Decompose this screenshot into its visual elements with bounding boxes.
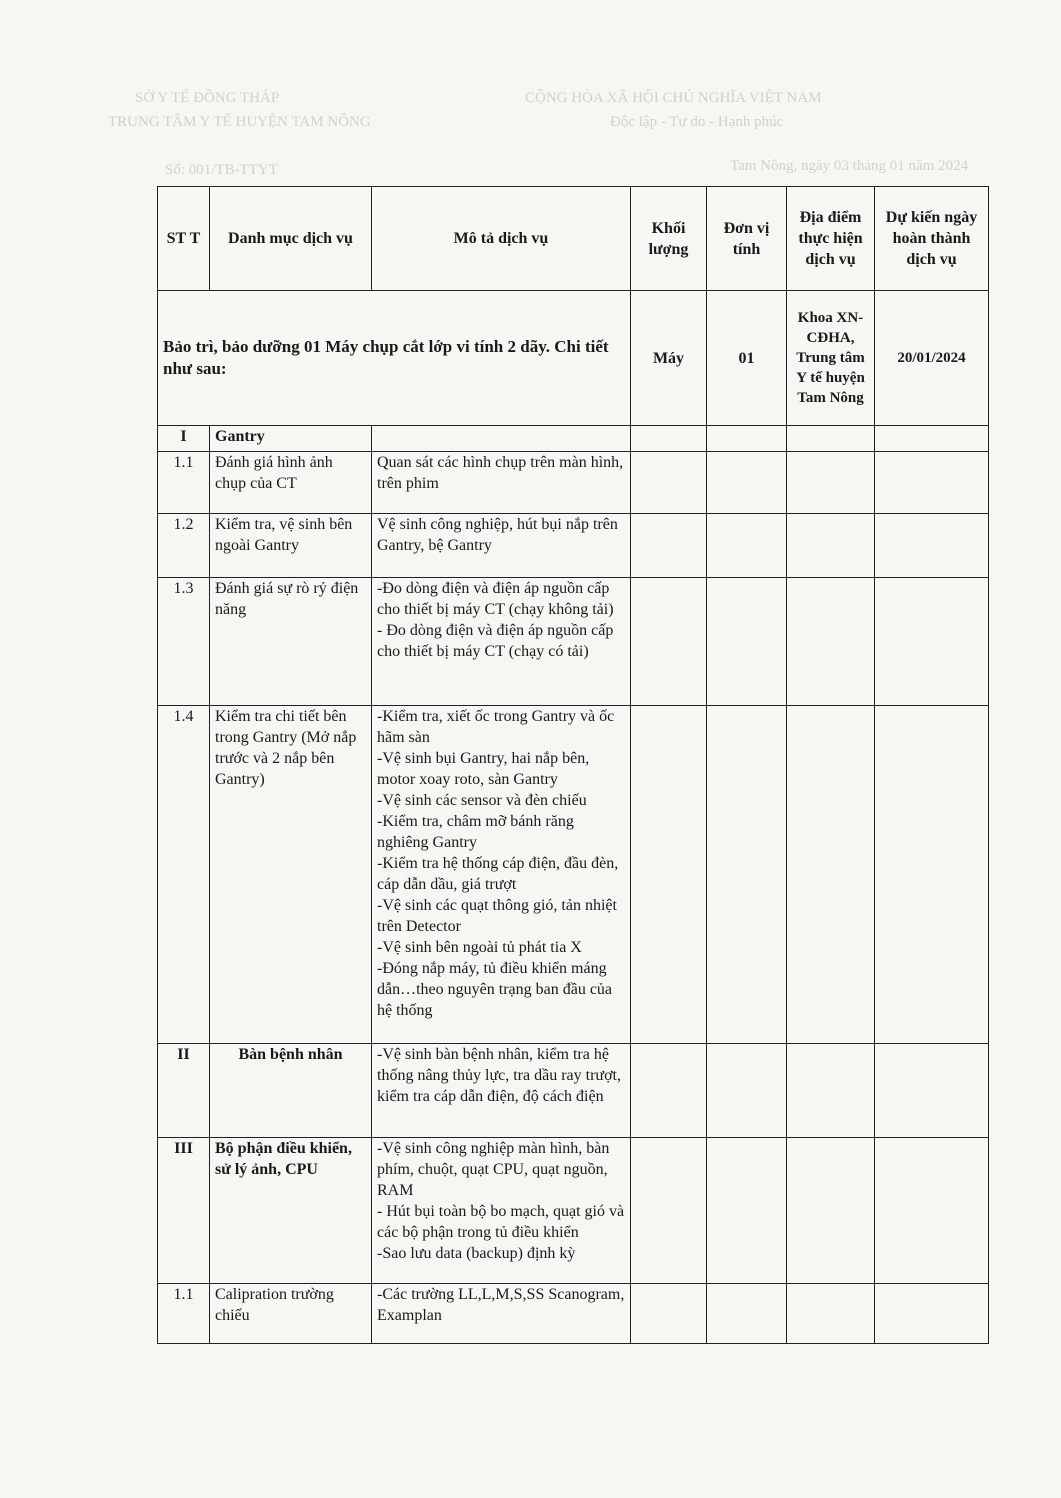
header-location: Địa điểm thực hiện dịch vụ (787, 187, 875, 291)
ghost-left-header-1: SỞ Y TẾ ĐỒNG THÁP (135, 90, 280, 106)
empty-cell (875, 578, 989, 706)
ghost-doc-number: Số: 001/TB-TTYT (165, 162, 278, 178)
empty-cell (787, 1044, 875, 1138)
summary-completion: 20/01/2024 (875, 291, 989, 426)
empty-cell (631, 426, 707, 452)
row-description (372, 578, 631, 706)
row-description (372, 514, 631, 578)
ghost-right-header-2: Độc lập - Tự do - Hạnh phúc (610, 114, 784, 130)
empty-cell (707, 1044, 787, 1138)
description-line: -Sao lưu data (backup) định kỳ (377, 1245, 576, 1262)
row-description (372, 706, 631, 1044)
empty-cell (631, 1284, 707, 1344)
service-table (157, 186, 989, 1344)
description-line: -Vệ sinh các quạt thông gió, tản nhiệt trên Detector (377, 897, 617, 935)
empty-cell (875, 706, 989, 1044)
description-line: -Vệ sinh bàn bệnh nhân, kiểm tra hệ thống nâng thủy lực, tra dầu ray trượt, kiểm tra cáp dẫn điện, độ cách điện (377, 1046, 621, 1105)
row-description (372, 426, 631, 452)
empty-cell (787, 452, 875, 514)
empty-cell (707, 426, 787, 452)
row-category: Bộ phận điều khiển, sử lý ảnh, CPU (210, 1138, 372, 1284)
empty-cell (631, 1138, 707, 1284)
table-row (158, 706, 989, 1044)
empty-cell (875, 514, 989, 578)
row-category: Đánh giá sự rò rỷ điện năng (210, 578, 372, 706)
empty-cell (631, 514, 707, 578)
table-row (158, 1138, 989, 1284)
empty-cell (707, 452, 787, 514)
summary-title: Bảo trì, bảo dưỡng 01 Máy chụp cắt lớp vi tính 2 dãy. Chi tiết như sau: (158, 291, 631, 426)
row-category: Bàn bệnh nhân (210, 1044, 372, 1138)
ghost-right-header-1: CỘNG HÒA XÃ HỘI CHỦ NGHĨA VIỆT NAM (525, 90, 822, 106)
row-stt: 1.3 (158, 578, 210, 706)
summary-quantity: Máy (631, 291, 707, 426)
empty-cell (875, 1284, 989, 1344)
table-row (158, 1284, 989, 1344)
header-stt: ST T (158, 187, 210, 291)
description-line: -Kiểm tra, châm mỡ bánh răng nghiêng Gantry (377, 813, 574, 851)
row-stt: I (158, 426, 210, 452)
ghost-left-header-2: TRUNG TÂM Y TẾ HUYỆN TAM NÔNG (108, 114, 371, 130)
row-stt: 1.1 (158, 1284, 210, 1344)
empty-cell (875, 426, 989, 452)
empty-cell (787, 514, 875, 578)
row-description (372, 1044, 631, 1138)
row-category: Đánh giá hình ảnh chụp của CT (210, 452, 372, 514)
empty-cell (631, 452, 707, 514)
description-line: -Kiểm tra, xiết ốc trong Gantry và ốc hãm sàn (377, 708, 615, 746)
description-line: -Đo dòng điện và điện áp nguồn cấp cho thiết bị máy CT (chạy không tải) (377, 580, 614, 618)
empty-cell (875, 1138, 989, 1284)
empty-cell (787, 1138, 875, 1284)
row-stt: 1.4 (158, 706, 210, 1044)
empty-cell (707, 706, 787, 1044)
header-quantity: Khối lượng (631, 187, 707, 291)
row-description (372, 452, 631, 514)
empty-cell (707, 514, 787, 578)
empty-cell (631, 578, 707, 706)
empty-cell (787, 1284, 875, 1344)
row-stt: III (158, 1138, 210, 1284)
description-line: -Đóng nắp máy, tủ điều khiển máng dẫn…theo nguyên trạng ban đầu của hệ thống (377, 960, 613, 1019)
summary-location: Khoa XN-CĐHA, Trung tâm Y tế huyện Tam Nông (787, 291, 875, 426)
row-description (372, 1284, 631, 1344)
empty-cell (787, 706, 875, 1044)
description-line: - Hút bụi toàn bộ bo mạch, quạt gió và các bộ phận trong tủ điều khiển (377, 1203, 625, 1241)
empty-cell (631, 706, 707, 1044)
empty-cell (787, 578, 875, 706)
empty-cell (875, 452, 989, 514)
row-category: Kiểm tra, vệ sinh bên ngoài Gantry (210, 514, 372, 578)
description-line: -Kiểm tra hệ thống cáp điện, đầu đèn, cáp dẫn dầu, giá trượt (377, 855, 619, 893)
row-stt: 1.1 (158, 452, 210, 514)
table-row (158, 426, 989, 452)
description-line: -Vệ sinh công nghiệp màn hình, bàn phím, chuột, quạt CPU, quạt nguồn, RAM (377, 1140, 610, 1199)
row-stt: II (158, 1044, 210, 1138)
header-category: Danh mục dịch vụ (210, 187, 372, 291)
empty-cell (787, 426, 875, 452)
summary-row (158, 291, 989, 426)
header-unit: Đơn vị tính (707, 187, 787, 291)
table-row (158, 578, 989, 706)
description-line: Quan sát các hình chụp trên màn hình, trên phim (377, 454, 624, 492)
description-line: - Đo dòng điện và điện áp nguồn cấp cho thiết bị máy CT (chạy có tải) (377, 622, 614, 660)
description-line: -Các trường LL,L,M,S,SS Scanogram, Examplan (377, 1286, 625, 1324)
summary-unit: 01 (707, 291, 787, 426)
description-line: -Vệ sinh các sensor và đèn chiếu (377, 792, 587, 809)
table-row (158, 1044, 989, 1138)
header-row (158, 187, 989, 291)
row-description (372, 1138, 631, 1284)
empty-cell (875, 1044, 989, 1138)
row-category: Calipration trường chiếu (210, 1284, 372, 1344)
row-stt: 1.2 (158, 514, 210, 578)
table-row (158, 514, 989, 578)
header-description: Mô tả dịch vụ (372, 187, 631, 291)
empty-cell (707, 1284, 787, 1344)
description-line: -Vệ sinh bụi Gantry, hai nắp bên, motor xoay roto, sàn Gantry (377, 750, 590, 788)
table-row (158, 452, 989, 514)
row-category: Gantry (210, 426, 372, 452)
empty-cell (707, 578, 787, 706)
empty-cell (631, 1044, 707, 1138)
description-line: Vệ sinh công nghiệp, hút bụi nắp trên Gantry, bệ Gantry (377, 516, 618, 554)
row-category: Kiểm tra chi tiết bên trong Gantry (Mở nắp trước và 2 nắp bên Gantry) (210, 706, 372, 1044)
ghost-date: Tam Nông, ngày 03 tháng 01 năm 2024 (730, 158, 969, 174)
description-line: -Vệ sinh bên ngoài tủ phát tia X (377, 939, 582, 956)
header-completion: Dự kiến ngày hoàn thành dịch vụ (875, 187, 989, 291)
empty-cell (707, 1138, 787, 1284)
